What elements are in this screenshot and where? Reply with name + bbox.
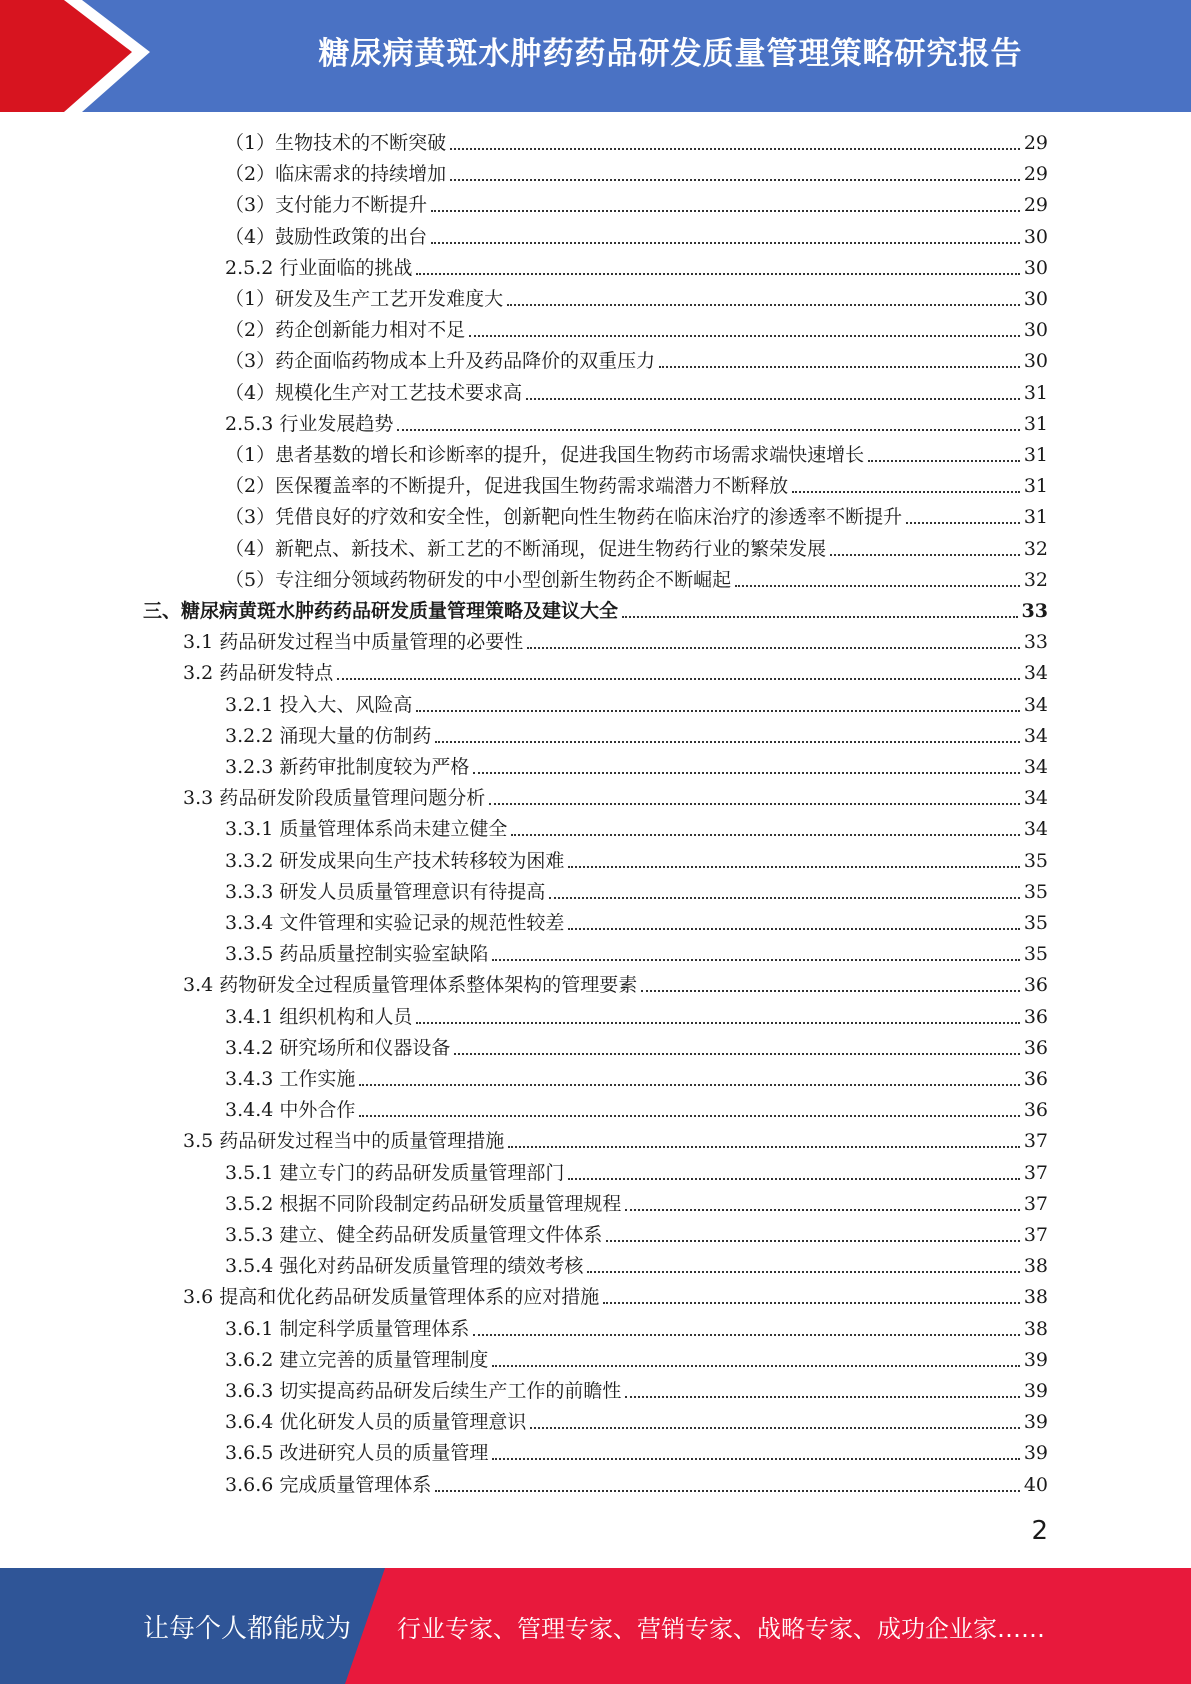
toc-entry[interactable] [225, 1251, 1048, 1282]
toc-entry-label: （4）新靶点、新技术、新工艺的不断涌现，促进生物药行业的繁荣发展 [225, 538, 827, 560]
toc-leader-dots [450, 178, 1020, 181]
toc-entry-page: 31 [1023, 475, 1048, 497]
toc-entry-label: 3.3.4 文件管理和实验记录的规范性较差 [225, 912, 565, 934]
toc-leader-dots [526, 397, 1020, 400]
toc-entry-label: （3）药企面临药物成本上升及药品降价的双重压力 [225, 350, 656, 372]
toc-entry-label: 3.2.1 投入大、风险高 [225, 694, 413, 716]
toc-entry[interactable] [225, 190, 1048, 221]
toc-leader-dots [587, 1270, 1019, 1273]
toc-entry-label: 2.5.3 行业发展趋势 [225, 413, 394, 435]
toc-entry-label: （4）规模化生产对工艺技术要求高 [225, 382, 523, 404]
toc-entry[interactable] [225, 721, 1048, 752]
toc-entry[interactable] [225, 534, 1048, 565]
toc-entry-label: （5）专注细分领域药物研发的中小型创新生物药企不断崛起 [225, 569, 732, 591]
toc-entry-page: 29 [1023, 194, 1048, 216]
toc-leader-dots [492, 1364, 1019, 1367]
toc-entry-label: 3.2 药品研发特点 [183, 662, 334, 684]
toc-entry-page: 40 [1023, 1474, 1048, 1496]
toc-entry-page: 39 [1023, 1349, 1048, 1371]
toc-entry[interactable] [225, 315, 1048, 346]
toc-leader-dots [549, 896, 1019, 899]
toc-entry-page: 34 [1023, 787, 1048, 809]
toc-leader-dots [435, 1489, 1019, 1492]
toc-entry[interactable] [183, 658, 1048, 689]
toc-entry[interactable] [225, 939, 1048, 970]
toc-entry-label: 3.4.1 组织机构和人员 [225, 1006, 413, 1028]
toc-entry-label: 3.6.1 制定科学质量管理体系 [225, 1318, 470, 1340]
toc-entry-page: 38 [1023, 1286, 1048, 1308]
toc-entry-page: 31 [1023, 382, 1048, 404]
toc-entry-page: 29 [1023, 132, 1048, 154]
toc-entry[interactable] [225, 1158, 1048, 1189]
toc-entry-label: 3.3.1 质量管理体系尚未建立健全 [225, 818, 508, 840]
toc-leader-dots [435, 740, 1019, 743]
toc-entry[interactable] [225, 440, 1048, 471]
toc-leader-dots [625, 1395, 1019, 1398]
toc-entry-page: 37 [1023, 1193, 1048, 1215]
toc-entry-page: 35 [1023, 912, 1048, 934]
toc-leader-dots [454, 1052, 1019, 1055]
toc-entry-label: （3）支付能力不断提升 [225, 194, 428, 216]
toc-entry[interactable] [225, 1095, 1048, 1126]
toc-leader-dots [906, 521, 1020, 524]
toc-entry[interactable] [225, 1002, 1048, 1033]
toc-entry-label: 3.5.2 根据不同阶段制定药品研发质量管理规程 [225, 1193, 622, 1215]
toc-entry-page: 36 [1023, 1099, 1048, 1121]
toc-entry-page: 34 [1023, 818, 1048, 840]
toc-leader-dots [568, 927, 1019, 930]
toc-leader-dots [659, 365, 1020, 368]
page-footer [0, 1568, 1191, 1684]
toc-entry-page: 37 [1023, 1162, 1048, 1184]
toc-entry-label: 3.5.4 强化对药品研发质量管理的绩效考核 [225, 1255, 584, 1277]
toc-entry-page: 29 [1023, 163, 1048, 185]
toc-entry-page: 39 [1023, 1442, 1048, 1464]
toc-leader-dots [568, 1177, 1019, 1180]
report-title: 糖尿病黄斑水肿药药品研发质量管理策略研究报告 [318, 35, 1023, 72]
toc-entry-label: 3.5.3 建立、健全药品研发质量管理文件体系 [225, 1224, 603, 1246]
toc-entry[interactable] [225, 409, 1048, 440]
toc-entry-page: 36 [1023, 1068, 1048, 1090]
toc-entry[interactable] [225, 1407, 1048, 1438]
toc-entry-label: （3）凭借良好的疗效和安全性，创新靶向性生物药在临床治疗的渗透率不断提升 [225, 506, 903, 528]
toc-entry-label: 3.5.1 建立专门的药品研发质量管理部门 [225, 1162, 565, 1184]
footer-slogan-right: 行业专家、管理专家、营销专家、战略专家、成功企业家…… [397, 1614, 1045, 1643]
toc-entry-page: 31 [1023, 444, 1048, 466]
toc-entry-label: 3.6.4 优化研发人员的质量管理意识 [225, 1411, 527, 1433]
toc-entry-label: （2）临床需求的持续增加 [225, 163, 447, 185]
toc-entry-label: 3.2.3 新药审批制度较为严格 [225, 756, 470, 778]
toc-entry[interactable] [225, 378, 1048, 409]
toc-entry-page: 36 [1023, 974, 1048, 996]
toc-entry-label: 3.6 提高和优化药品研发质量管理体系的应对措施 [183, 1286, 600, 1308]
toc-leader-dots [337, 677, 1020, 680]
toc-entry-page: 30 [1023, 288, 1048, 310]
toc-entry[interactable] [183, 1126, 1048, 1157]
toc-entry[interactable] [225, 752, 1048, 783]
toc-entry-label: 3.3.3 研发人员质量管理意识有待提高 [225, 881, 546, 903]
toc-entry-page: 30 [1023, 350, 1048, 372]
toc-entry[interactable] [225, 1438, 1048, 1469]
toc-entry[interactable] [225, 1376, 1048, 1407]
toc-entry-label: 3.1 药品研发过程当中质量管理的必要性 [183, 631, 524, 653]
toc-leader-dots [507, 303, 1020, 306]
toc-entry-label: （1）生物技术的不断突破 [225, 132, 447, 154]
toc-entry-label: 3.6.3 切实提高药品研发后续生产工作的前瞻性 [225, 1380, 622, 1402]
toc-entry[interactable] [225, 690, 1048, 721]
toc-entry-label: 2.5.2 行业面临的挑战 [225, 257, 413, 279]
toc-entry-page: 34 [1023, 662, 1048, 684]
toc-entry[interactable] [225, 1064, 1048, 1095]
toc-entry[interactable] [225, 346, 1048, 377]
toc-leader-dots [511, 833, 1019, 836]
toc-leader-dots [530, 1426, 1019, 1429]
toc-entry[interactable] [225, 253, 1048, 284]
toc-entry[interactable] [225, 284, 1048, 315]
toc-entry-page: 32 [1023, 569, 1048, 591]
toc-entry-page: 35 [1023, 850, 1048, 872]
toc-leader-dots [625, 1208, 1019, 1211]
toc-entry[interactable] [143, 596, 1048, 627]
toc-entry-label: 3.4.4 中外合作 [225, 1099, 356, 1121]
toc-entry-page: 36 [1023, 1037, 1048, 1059]
toc-leader-dots [606, 1239, 1019, 1242]
toc-entry-page: 35 [1023, 881, 1048, 903]
toc-entry[interactable] [225, 1345, 1048, 1376]
toc-entry-page: 30 [1023, 226, 1048, 248]
toc-entry-label: 3.6.5 改进研究人员的质量管理 [225, 1442, 489, 1464]
toc-leader-dots [830, 553, 1020, 556]
toc-entry-page: 39 [1023, 1411, 1048, 1433]
toc-entry-page: 38 [1023, 1318, 1048, 1340]
toc-entry[interactable] [183, 970, 1048, 1001]
toc-entry-label: 3.2.2 涌现大量的仿制药 [225, 725, 432, 747]
toc-entry-label: 3.5 药品研发过程当中的质量管理措施 [183, 1130, 505, 1152]
toc-entry[interactable] [183, 783, 1048, 814]
toc-leader-dots [473, 771, 1019, 774]
toc-entry-page: 34 [1023, 694, 1048, 716]
toc-leader-dots [492, 1457, 1019, 1460]
toc-entry[interactable] [225, 159, 1048, 190]
toc-entry[interactable] [225, 1470, 1048, 1501]
toc-leader-dots [868, 459, 1020, 462]
toc-leader-dots [735, 584, 1020, 587]
toc-leader-dots [416, 1021, 1019, 1024]
toc-entry-page: 31 [1023, 506, 1048, 528]
toc-entry[interactable] [183, 627, 1048, 658]
toc-entry[interactable] [225, 908, 1048, 939]
toc-entry-label: 3.4 药物研发全过程质量管理体系整体架构的管理要素 [183, 974, 638, 996]
toc-entry[interactable] [225, 1314, 1048, 1345]
toc-entry-page: 38 [1023, 1255, 1048, 1277]
toc-entry[interactable] [183, 1282, 1048, 1313]
toc-entry[interactable] [225, 814, 1048, 845]
toc-entry-label: （2）医保覆盖率的不断提升，促进我国生物药需求端潜力不断释放 [225, 475, 789, 497]
toc-entry-label: 3.4.2 研究场所和仪器设备 [225, 1037, 451, 1059]
toc-entry-page: 33 [1021, 600, 1048, 622]
toc-entry-label: 3.6.6 完成质量管理体系 [225, 1474, 432, 1496]
toc-entry[interactable] [225, 846, 1048, 877]
toc-leader-dots [622, 615, 1018, 618]
toc-entry-page: 37 [1023, 1224, 1048, 1246]
toc-entry-label: 3.4.3 工作实施 [225, 1068, 356, 1090]
footer-slogan-left: 让每个人都能成为 [143, 1613, 352, 1644]
toc-leader-dots [492, 958, 1019, 961]
toc-entry-page: 36 [1023, 1006, 1048, 1028]
toc-entry[interactable] [225, 471, 1048, 502]
toc-entry-label: （2）药企创新能力相对不足 [225, 319, 466, 341]
toc-entry-label: （4）鼓励性政策的出台 [225, 226, 428, 248]
toc-leader-dots [641, 989, 1020, 992]
toc-entry-page: 37 [1023, 1130, 1048, 1152]
toc-entry[interactable] [225, 222, 1048, 253]
toc-entry[interactable] [225, 502, 1048, 533]
toc-entry-label: 3.3.2 研发成果向生产技术转移较为困难 [225, 850, 565, 872]
toc-entry-page: 31 [1023, 413, 1048, 435]
toc-entry-page: 34 [1023, 756, 1048, 778]
toc-entry-label: 3.3.5 药品质量控制实验室缺陷 [225, 943, 489, 965]
toc-leader-dots [603, 1301, 1020, 1304]
toc-leader-dots [792, 490, 1020, 493]
toc-leader-dots [568, 865, 1019, 868]
toc-entry-label: （1）研发及生产工艺开发难度大 [225, 288, 504, 310]
toc-leader-dots [416, 709, 1019, 712]
toc-entry-label: 3.6.2 建立完善的质量管理制度 [225, 1349, 489, 1371]
toc-entry-page: 34 [1023, 725, 1048, 747]
toc-leader-dots [416, 272, 1019, 275]
toc-entry-page: 32 [1023, 538, 1048, 560]
toc-entry-page: 30 [1023, 257, 1048, 279]
page-header [0, 0, 1191, 112]
toc-leader-dots [508, 1145, 1020, 1148]
toc-entry-label: 3.3 药品研发阶段质量管理问题分析 [183, 787, 486, 809]
toc-entry[interactable] [225, 565, 1048, 596]
toc-leader-dots [473, 1333, 1019, 1336]
toc-entry-label: 三、糖尿病黄斑水肿药药品研发质量管理策略及建议大全 [143, 600, 619, 622]
toc-leader-dots [397, 428, 1019, 431]
toc-entry[interactable] [225, 128, 1048, 159]
toc-leader-dots [359, 1083, 1019, 1086]
toc-entry-page: 30 [1023, 319, 1048, 341]
toc-entry[interactable] [225, 1033, 1048, 1064]
toc-entry-page: 35 [1023, 943, 1048, 965]
page-number: 2 [1031, 1516, 1048, 1546]
toc-leader-dots [450, 147, 1020, 150]
toc-leader-dots [469, 334, 1020, 337]
toc-entry-page: 33 [1023, 631, 1048, 653]
toc-entry[interactable] [225, 877, 1048, 908]
toc-leader-dots [527, 646, 1020, 649]
toc-entry[interactable] [225, 1189, 1048, 1220]
toc-entry-page: 39 [1023, 1380, 1048, 1402]
toc-leader-dots [359, 1114, 1019, 1117]
toc-entry-label: （1）患者基数的增长和诊断率的提升，促进我国生物药市场需求端快速增长 [225, 444, 865, 466]
toc-leader-dots [431, 241, 1020, 244]
toc-leader-dots [431, 209, 1020, 212]
toc-entry[interactable] [225, 1220, 1048, 1251]
toc-leader-dots [489, 802, 1020, 805]
